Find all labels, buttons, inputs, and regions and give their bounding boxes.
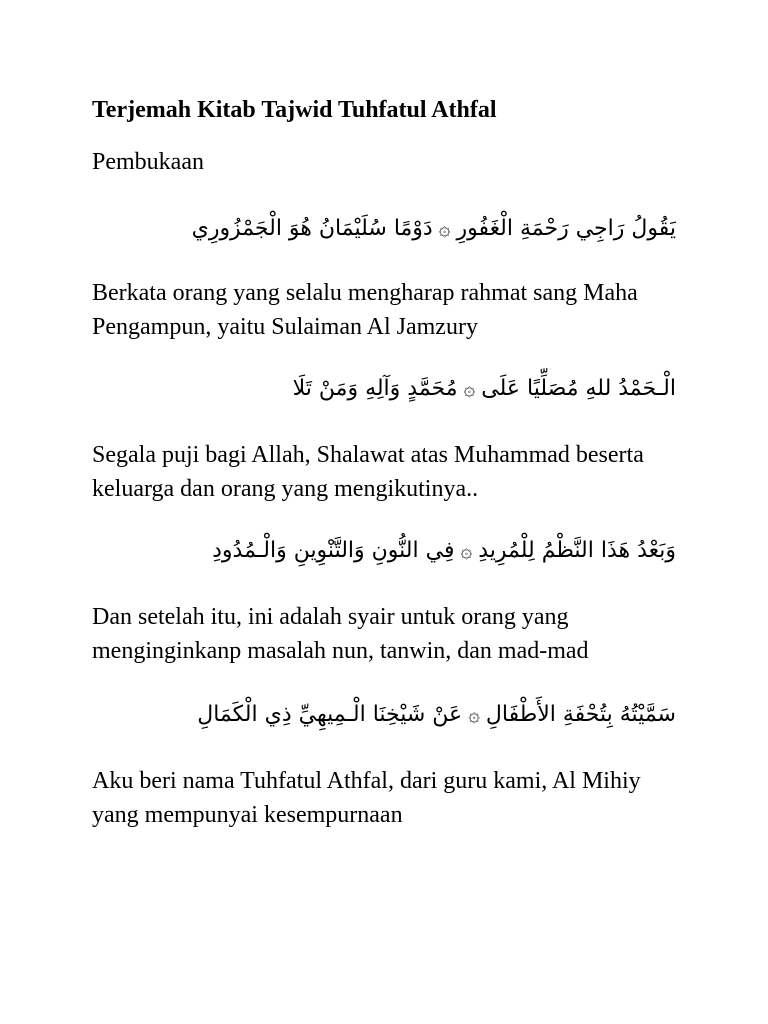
document-title: Terjemah Kitab Tajwid Tuhfatul Athfal xyxy=(92,97,497,123)
arabic-verse-3 xyxy=(92,530,676,571)
arabic-verse-1-second-half: دَوْمًا سُلَيْمَانُ هُوَ الْجَمْزُورِي xyxy=(191,216,433,241)
translation-verse-4: Aku beri nama Tuhfatul Athfal, dari guru kami, Al Mihiy yang mempunyai kesempurnaan xyxy=(92,768,641,828)
arabic-verse-4-second-half: عَنْ شَيْخِنَا الْـمِيهِيِّ ذِي الْكَمَالِ xyxy=(197,702,463,727)
arabic-verse-2-first-half: الْـحَمْدُ للهِ مُصَلِّيًا عَلَى xyxy=(481,376,676,401)
arabic-verse-4-first-half: سَمَّيْتُهُ بِتُحْفَةِ الأَطْفَالِ xyxy=(485,702,676,727)
verse-separator-icon: ۞ xyxy=(468,702,480,726)
translation-verse-2: Segala puji bagi Allah, Shalawat atas Muhammad beserta keluarga dan orang yang mengikutinya.. xyxy=(92,442,644,502)
section-heading: Pembukaan xyxy=(92,149,204,175)
arabic-verse-1 xyxy=(92,208,676,249)
arabic-verse-3-second-half: فِي النُّونِ وَالتَّنْوِينِ وَالْـمُدُودِ xyxy=(212,538,455,563)
translation-verse-1: Berkata orang yang selalu mengharap rahmat sang Maha Pengampun, yaitu Sulaiman Al Jamzury xyxy=(92,280,638,340)
verse-separator-icon: ۞ xyxy=(460,538,473,562)
arabic-verse-2 xyxy=(92,368,676,409)
translation-verse-3: Dan setelah itu, ini adalah syair untuk orang yang menginginkanp masalah nun, tanwin, dan mad-mad xyxy=(92,604,589,664)
arabic-verse-2-second-half: مُحَمَّدٍ وَآلِهِ وَمَنْ تَلَا xyxy=(292,376,458,401)
verse-separator-icon: ۞ xyxy=(463,376,476,400)
verse-separator-icon: ۞ xyxy=(438,216,451,240)
arabic-verse-1-first-half: يَقُولُ رَاجِي رَحْمَةِ الْغَفُورِ xyxy=(456,216,676,241)
arabic-verse-3-first-half: وَبَعْدُ هَذَا النَّظْمُ لِلْمُرِيدِ xyxy=(478,538,676,563)
arabic-verse-4 xyxy=(92,694,676,735)
